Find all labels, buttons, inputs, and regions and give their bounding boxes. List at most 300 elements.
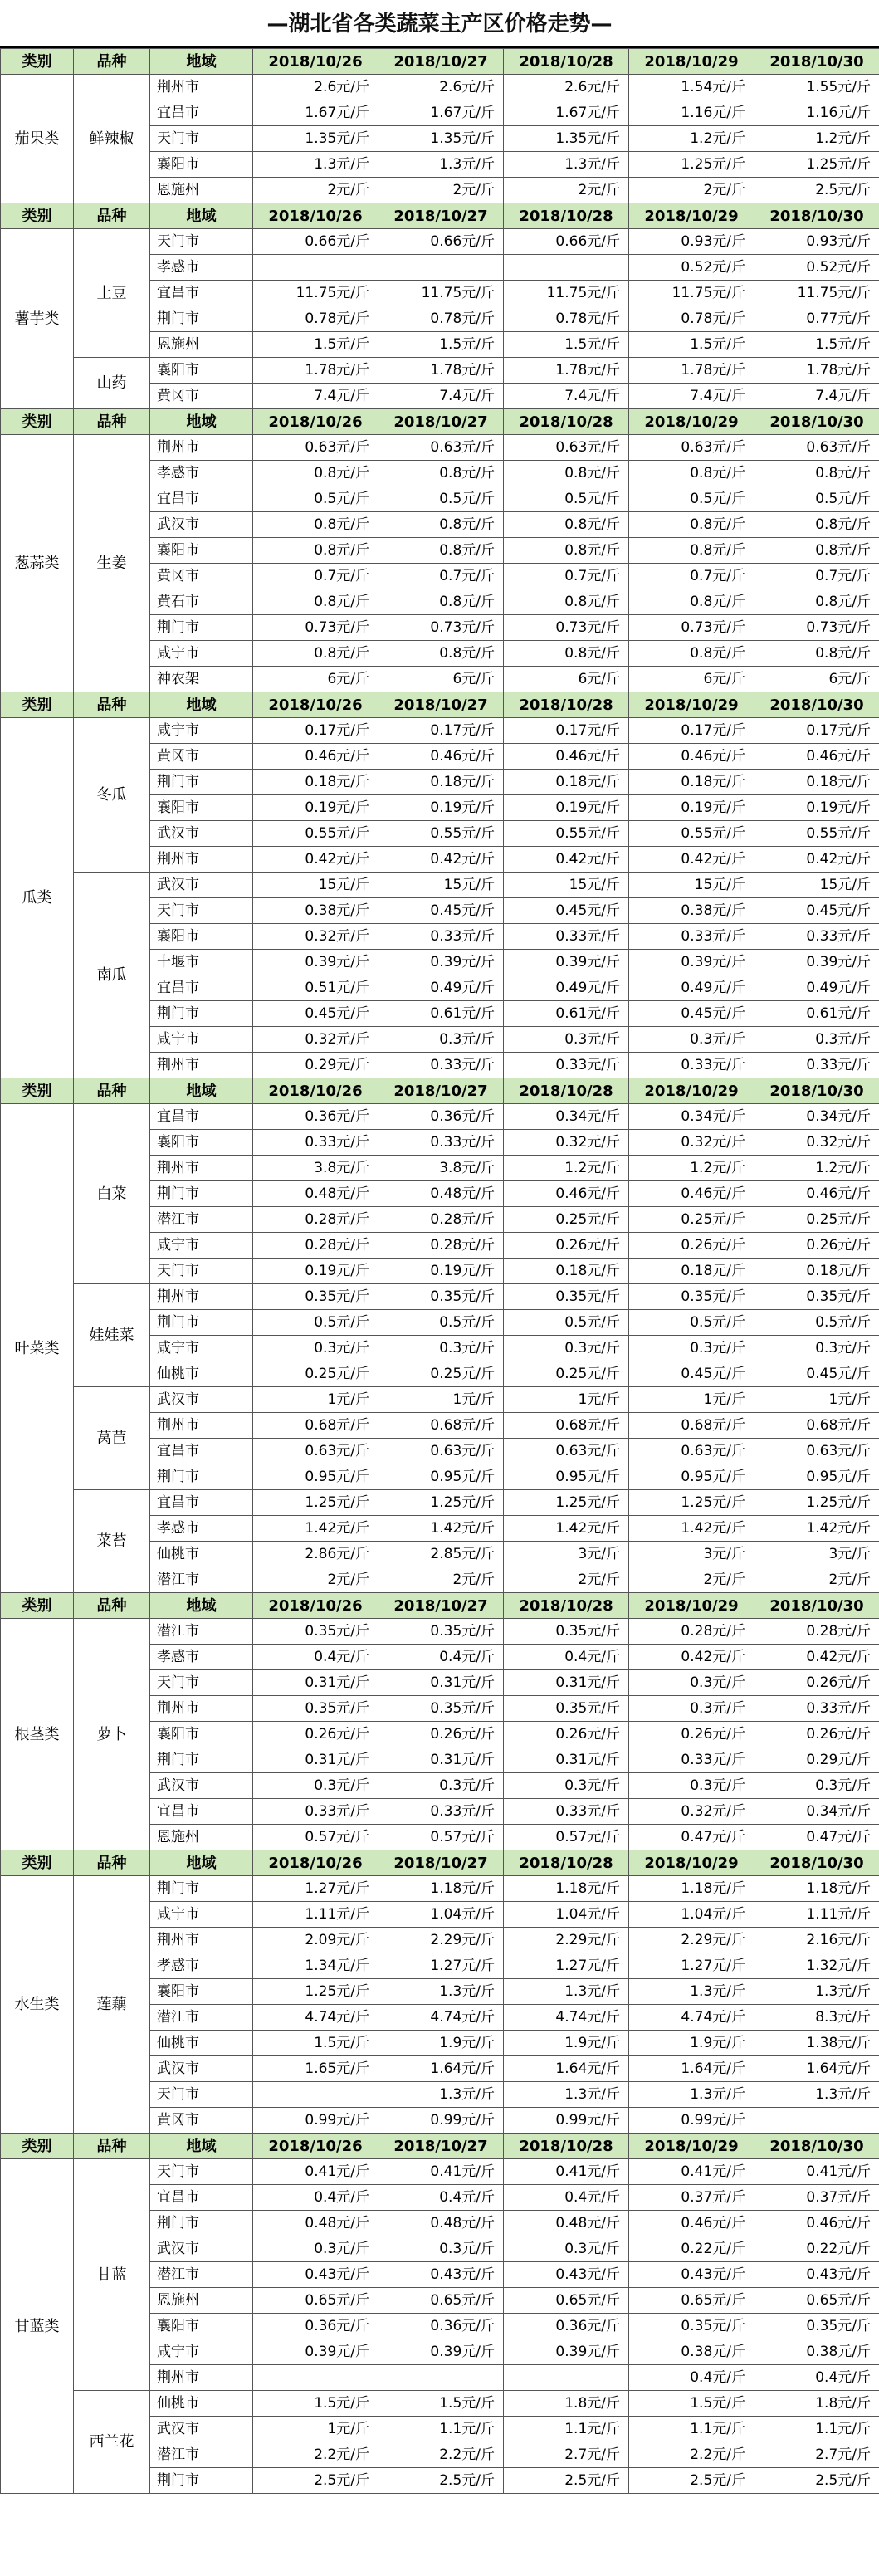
price-cell: 0.93元/斤 bbox=[629, 229, 754, 255]
price-cell: 0.7元/斤 bbox=[629, 564, 754, 589]
header-region: 地域 bbox=[150, 1593, 253, 1619]
price-cell: 0.31元/斤 bbox=[378, 1747, 504, 1773]
price-cell: 0.8元/斤 bbox=[754, 589, 879, 615]
price-cell: 0.31元/斤 bbox=[378, 1670, 504, 1696]
price-cell: 2.6元/斤 bbox=[504, 75, 629, 100]
header-region: 地域 bbox=[150, 49, 253, 75]
price-cell: 0.33元/斤 bbox=[629, 1747, 754, 1773]
price-cell: 0.41元/斤 bbox=[253, 2159, 378, 2185]
price-cell: 0.33元/斤 bbox=[504, 1799, 629, 1825]
price-cell: 0.42元/斤 bbox=[504, 847, 629, 873]
price-cell: 0.28元/斤 bbox=[253, 1207, 378, 1233]
price-cell: 0.3元/斤 bbox=[378, 1027, 504, 1053]
price-cell: 11.75元/斤 bbox=[754, 281, 879, 306]
header-date: 2018/10/27 bbox=[378, 1078, 504, 1104]
price-cell bbox=[253, 255, 378, 281]
region-cell: 武汉市 bbox=[150, 512, 253, 538]
price-cell: 0.19元/斤 bbox=[378, 1259, 504, 1284]
header-date: 2018/10/30 bbox=[754, 1593, 879, 1619]
price-cell: 7.4元/斤 bbox=[629, 384, 754, 409]
price-cell: 0.3元/斤 bbox=[629, 1696, 754, 1722]
price-cell: 0.3元/斤 bbox=[504, 1773, 629, 1799]
price-cell: 0.73元/斤 bbox=[754, 615, 879, 641]
price-cell: 7.4元/斤 bbox=[253, 384, 378, 409]
region-cell: 襄阳市 bbox=[150, 1979, 253, 2005]
region-cell: 仙桃市 bbox=[150, 1361, 253, 1387]
price-cell: 0.66元/斤 bbox=[504, 229, 629, 255]
price-cell: 0.63元/斤 bbox=[253, 435, 378, 461]
price-cell: 0.34元/斤 bbox=[504, 1104, 629, 1130]
price-cell: 1.42元/斤 bbox=[504, 1516, 629, 1542]
price-cell: 0.99元/斤 bbox=[629, 2108, 754, 2134]
price-cell: 1.9元/斤 bbox=[378, 2031, 504, 2056]
price-cell: 3元/斤 bbox=[629, 1542, 754, 1567]
price-cell: 0.46元/斤 bbox=[504, 744, 629, 770]
price-cell: 0.18元/斤 bbox=[504, 770, 629, 795]
price-cell: 0.65元/斤 bbox=[629, 2288, 754, 2314]
price-cell: 4.74元/斤 bbox=[378, 2005, 504, 2031]
header-region: 地域 bbox=[150, 409, 253, 435]
price-cell: 1.27元/斤 bbox=[253, 1876, 378, 1902]
price-cell: 0.31元/斤 bbox=[504, 1747, 629, 1773]
category-cell: 叶菜类 bbox=[1, 1104, 74, 1593]
price-cell: 0.45元/斤 bbox=[629, 1361, 754, 1387]
price-cell: 0.36元/斤 bbox=[378, 1104, 504, 1130]
header-category: 类别 bbox=[1, 203, 74, 229]
variety-cell: 菜苔 bbox=[74, 1490, 150, 1593]
price-cell: 15元/斤 bbox=[629, 873, 754, 898]
price-cell: 1.3元/斤 bbox=[504, 2082, 629, 2108]
price-cell: 0.5元/斤 bbox=[629, 1310, 754, 1336]
price-cell: 1.42元/斤 bbox=[754, 1516, 879, 1542]
price-cell: 0.33元/斤 bbox=[629, 1053, 754, 1078]
table-row bbox=[1, 1619, 879, 1645]
table-row bbox=[1, 1387, 879, 1413]
price-cell: 0.65元/斤 bbox=[378, 2288, 504, 2314]
price-cell: 0.47元/斤 bbox=[754, 1825, 879, 1850]
price-cell: 0.26元/斤 bbox=[253, 1722, 378, 1747]
header-date: 2018/10/29 bbox=[629, 409, 754, 435]
price-cell: 2.29元/斤 bbox=[378, 1928, 504, 1953]
price-cell: 0.8元/斤 bbox=[629, 641, 754, 667]
price-cell: 1.18元/斤 bbox=[754, 1876, 879, 1902]
price-cell: 0.8元/斤 bbox=[754, 641, 879, 667]
price-cell: 0.63元/斤 bbox=[629, 435, 754, 461]
price-cell: 0.28元/斤 bbox=[253, 1233, 378, 1259]
price-cell: 1.2元/斤 bbox=[504, 1156, 629, 1181]
price-cell: 1.9元/斤 bbox=[629, 2031, 754, 2056]
price-cell: 2元/斤 bbox=[253, 1567, 378, 1593]
price-cell: 0.55元/斤 bbox=[629, 821, 754, 847]
region-cell: 潜江市 bbox=[150, 1207, 253, 1233]
price-cell: 0.65元/斤 bbox=[253, 2288, 378, 2314]
header-date: 2018/10/30 bbox=[754, 49, 879, 75]
region-cell: 武汉市 bbox=[150, 2236, 253, 2262]
price-cell: 0.49元/斤 bbox=[504, 975, 629, 1001]
price-cell: 0.68元/斤 bbox=[629, 1413, 754, 1439]
category-cell: 茄果类 bbox=[1, 75, 74, 203]
price-cell: 0.42元/斤 bbox=[629, 1645, 754, 1670]
price-cell: 0.34元/斤 bbox=[754, 1799, 879, 1825]
price-cell: 0.35元/斤 bbox=[754, 2314, 879, 2339]
price-cell: 0.33元/斤 bbox=[754, 1696, 879, 1722]
price-cell: 0.25元/斤 bbox=[754, 1207, 879, 1233]
region-cell: 咸宁市 bbox=[150, 641, 253, 667]
price-cell: 0.5元/斤 bbox=[754, 1310, 879, 1336]
price-cell: 1.25元/斤 bbox=[629, 152, 754, 178]
price-cell: 0.43元/斤 bbox=[378, 2262, 504, 2288]
price-cell: 0.17元/斤 bbox=[504, 718, 629, 744]
header-date: 2018/10/29 bbox=[629, 692, 754, 718]
category-cell: 薯芋类 bbox=[1, 229, 74, 409]
price-cell: 0.45元/斤 bbox=[629, 1001, 754, 1027]
region-cell: 宜昌市 bbox=[150, 486, 253, 512]
header-date: 2018/10/26 bbox=[253, 692, 378, 718]
price-cell: 1.04元/斤 bbox=[378, 1902, 504, 1928]
region-cell: 宜昌市 bbox=[150, 1490, 253, 1516]
price-cell: 0.34元/斤 bbox=[754, 1104, 879, 1130]
price-cell: 0.65元/斤 bbox=[504, 2288, 629, 2314]
price-cell: 11.75元/斤 bbox=[378, 281, 504, 306]
region-cell: 潜江市 bbox=[150, 2442, 253, 2468]
price-cell bbox=[378, 255, 504, 281]
price-cell: 0.33元/斤 bbox=[504, 924, 629, 950]
region-cell: 荆州市 bbox=[150, 1156, 253, 1181]
price-cell: 1元/斤 bbox=[253, 1387, 378, 1413]
price-cell: 1.35元/斤 bbox=[253, 126, 378, 152]
price-cell: 1.42元/斤 bbox=[378, 1516, 504, 1542]
region-cell: 黄冈市 bbox=[150, 564, 253, 589]
header-date: 2018/10/28 bbox=[504, 409, 629, 435]
header-date: 2018/10/28 bbox=[504, 1593, 629, 1619]
region-cell: 荆门市 bbox=[150, 615, 253, 641]
price-cell: 0.66元/斤 bbox=[253, 229, 378, 255]
price-cell: 0.46元/斤 bbox=[629, 2211, 754, 2236]
table-row bbox=[1, 1876, 879, 1902]
price-cell: 0.3元/斤 bbox=[754, 1336, 879, 1361]
price-cell: 0.22元/斤 bbox=[754, 2236, 879, 2262]
price-cell: 0.32元/斤 bbox=[629, 1130, 754, 1156]
header-date: 2018/10/29 bbox=[629, 2134, 754, 2159]
header-date: 2018/10/27 bbox=[378, 1593, 504, 1619]
price-cell: 1.32元/斤 bbox=[754, 1953, 879, 1979]
price-cell: 0.5元/斤 bbox=[253, 486, 378, 512]
header-category: 类别 bbox=[1, 1850, 74, 1876]
price-cell: 0.61元/斤 bbox=[754, 1001, 879, 1027]
price-cell: 0.31元/斤 bbox=[504, 1670, 629, 1696]
price-cell: 0.43元/斤 bbox=[253, 2262, 378, 2288]
price-cell: 1.64元/斤 bbox=[378, 2056, 504, 2082]
price-cell: 0.43元/斤 bbox=[629, 2262, 754, 2288]
price-cell: 0.95元/斤 bbox=[378, 1464, 504, 1490]
price-cell: 0.26元/斤 bbox=[629, 1722, 754, 1747]
price-cell: 1.5元/斤 bbox=[754, 332, 879, 358]
price-cell: 0.35元/斤 bbox=[378, 1696, 504, 1722]
price-cell: 0.19元/斤 bbox=[253, 795, 378, 821]
price-cell: 0.57元/斤 bbox=[378, 1825, 504, 1850]
region-cell: 荆门市 bbox=[150, 1747, 253, 1773]
variety-cell: 甘蓝 bbox=[74, 2159, 150, 2391]
header-variety: 品种 bbox=[74, 1078, 150, 1104]
price-cell: 1.04元/斤 bbox=[629, 1902, 754, 1928]
price-cell: 0.33元/斤 bbox=[378, 1130, 504, 1156]
price-cell: 8.3元/斤 bbox=[754, 2005, 879, 2031]
price-cell: 0.5元/斤 bbox=[378, 1310, 504, 1336]
region-cell: 黄冈市 bbox=[150, 2108, 253, 2134]
price-cell: 0.8元/斤 bbox=[504, 538, 629, 564]
price-cell: 0.68元/斤 bbox=[378, 1413, 504, 1439]
region-cell: 荆州市 bbox=[150, 435, 253, 461]
region-cell: 仙桃市 bbox=[150, 2031, 253, 2056]
price-cell: 0.18元/斤 bbox=[504, 1259, 629, 1284]
price-cell: 0.52元/斤 bbox=[629, 255, 754, 281]
price-cell: 0.26元/斤 bbox=[629, 1233, 754, 1259]
price-cell: 4.74元/斤 bbox=[504, 2005, 629, 2031]
region-cell: 荆门市 bbox=[150, 1876, 253, 1902]
price-cell: 1.25元/斤 bbox=[378, 1490, 504, 1516]
region-cell: 宜昌市 bbox=[150, 1799, 253, 1825]
section-header-row bbox=[1, 203, 879, 229]
price-cell: 0.35元/斤 bbox=[378, 1619, 504, 1645]
price-cell: 0.3元/斤 bbox=[629, 1670, 754, 1696]
price-cell: 0.48元/斤 bbox=[378, 1181, 504, 1207]
price-cell: 0.35元/斤 bbox=[754, 1284, 879, 1310]
price-cell: 1元/斤 bbox=[253, 2417, 378, 2442]
variety-cell: 南瓜 bbox=[74, 873, 150, 1078]
price-cell: 1.78元/斤 bbox=[253, 358, 378, 384]
variety-cell: 莲藕 bbox=[74, 1876, 150, 2134]
price-cell: 6元/斤 bbox=[754, 667, 879, 692]
price-cell: 1元/斤 bbox=[378, 1387, 504, 1413]
category-cell: 甘蓝类 bbox=[1, 2159, 74, 2494]
header-variety: 品种 bbox=[74, 409, 150, 435]
price-cell: 2元/斤 bbox=[378, 1567, 504, 1593]
header-category: 类别 bbox=[1, 1593, 74, 1619]
price-cell: 11.75元/斤 bbox=[504, 281, 629, 306]
price-cell: 0.33元/斤 bbox=[504, 1053, 629, 1078]
price-cell: 0.3元/斤 bbox=[504, 1336, 629, 1361]
region-cell: 孝感市 bbox=[150, 1645, 253, 1670]
price-cell: 4.74元/斤 bbox=[629, 2005, 754, 2031]
price-cell: 0.78元/斤 bbox=[253, 306, 378, 332]
price-cell: 0.33元/斤 bbox=[378, 1053, 504, 1078]
price-cell: 0.99元/斤 bbox=[378, 2108, 504, 2134]
region-cell: 武汉市 bbox=[150, 821, 253, 847]
price-cell: 3.8元/斤 bbox=[378, 1156, 504, 1181]
price-cell: 0.57元/斤 bbox=[504, 1825, 629, 1850]
price-cell: 0.18元/斤 bbox=[754, 1259, 879, 1284]
price-cell: 0.73元/斤 bbox=[253, 615, 378, 641]
price-cell: 0.45元/斤 bbox=[378, 898, 504, 924]
price-cell: 0.18元/斤 bbox=[629, 770, 754, 795]
header-date: 2018/10/29 bbox=[629, 1078, 754, 1104]
region-cell: 天门市 bbox=[150, 2082, 253, 2108]
price-cell: 0.63元/斤 bbox=[253, 1439, 378, 1464]
variety-cell: 娃娃菜 bbox=[74, 1284, 150, 1387]
price-cell: 1.78元/斤 bbox=[378, 358, 504, 384]
price-cell: 1.3元/斤 bbox=[378, 1979, 504, 2005]
price-cell: 1.3元/斤 bbox=[629, 2082, 754, 2108]
section-header-row bbox=[1, 1078, 879, 1104]
price-cell: 0.4元/斤 bbox=[253, 1645, 378, 1670]
price-cell: 1.25元/斤 bbox=[253, 1490, 378, 1516]
region-cell: 潜江市 bbox=[150, 1619, 253, 1645]
price-cell: 0.41元/斤 bbox=[378, 2159, 504, 2185]
price-cell: 0.33元/斤 bbox=[378, 1799, 504, 1825]
region-cell: 荆州市 bbox=[150, 75, 253, 100]
price-cell: 0.36元/斤 bbox=[253, 1104, 378, 1130]
price-cell: 0.93元/斤 bbox=[754, 229, 879, 255]
price-cell: 0.28元/斤 bbox=[378, 1233, 504, 1259]
region-cell: 宜昌市 bbox=[150, 100, 253, 126]
price-cell: 0.42元/斤 bbox=[754, 1645, 879, 1670]
region-cell: 荆门市 bbox=[150, 1181, 253, 1207]
region-cell: 荆州市 bbox=[150, 1928, 253, 1953]
price-cell: 0.3元/斤 bbox=[629, 1027, 754, 1053]
price-cell: 0.49元/斤 bbox=[378, 975, 504, 1001]
region-cell: 天门市 bbox=[150, 1259, 253, 1284]
price-cell: 3元/斤 bbox=[754, 1542, 879, 1567]
price-cell: 15元/斤 bbox=[754, 873, 879, 898]
price-table bbox=[0, 48, 879, 2494]
price-cell: 0.37元/斤 bbox=[629, 2185, 754, 2211]
price-cell: 1.78元/斤 bbox=[629, 358, 754, 384]
header-date: 2018/10/30 bbox=[754, 1850, 879, 1876]
header-variety: 品种 bbox=[74, 692, 150, 718]
price-cell: 2元/斤 bbox=[629, 1567, 754, 1593]
region-cell: 荆门市 bbox=[150, 1310, 253, 1336]
price-cell: 0.31元/斤 bbox=[253, 1670, 378, 1696]
price-cell: 0.35元/斤 bbox=[629, 2314, 754, 2339]
price-cell: 15元/斤 bbox=[378, 873, 504, 898]
price-cell: 0.5元/斤 bbox=[504, 1310, 629, 1336]
price-cell: 0.36元/斤 bbox=[504, 2314, 629, 2339]
price-cell: 1.78元/斤 bbox=[504, 358, 629, 384]
price-cell: 0.8元/斤 bbox=[378, 589, 504, 615]
header-date: 2018/10/28 bbox=[504, 1078, 629, 1104]
price-cell: 0.78元/斤 bbox=[629, 306, 754, 332]
price-cell: 11.75元/斤 bbox=[629, 281, 754, 306]
region-cell: 荆州市 bbox=[150, 1053, 253, 1078]
price-cell: 0.41元/斤 bbox=[629, 2159, 754, 2185]
price-cell: 0.4元/斤 bbox=[629, 2365, 754, 2391]
price-cell bbox=[253, 2082, 378, 2108]
table-row bbox=[1, 435, 879, 461]
price-cell: 0.17元/斤 bbox=[754, 718, 879, 744]
price-cell: 0.42元/斤 bbox=[253, 847, 378, 873]
price-cell: 0.29元/斤 bbox=[754, 1747, 879, 1773]
region-cell: 宜昌市 bbox=[150, 1439, 253, 1464]
price-cell: 0.63元/斤 bbox=[754, 435, 879, 461]
price-cell: 0.55元/斤 bbox=[253, 821, 378, 847]
table-body bbox=[1, 49, 879, 2494]
header-variety: 品种 bbox=[74, 49, 150, 75]
region-cell: 恩施州 bbox=[150, 332, 253, 358]
price-cell: 2.7元/斤 bbox=[754, 2442, 879, 2468]
price-cell: 1.5元/斤 bbox=[253, 2391, 378, 2417]
price-cell: 0.4元/斤 bbox=[378, 1645, 504, 1670]
price-cell: 0.3元/斤 bbox=[378, 1336, 504, 1361]
price-cell: 0.46元/斤 bbox=[504, 1181, 629, 1207]
price-cell: 15元/斤 bbox=[253, 873, 378, 898]
price-cell: 0.26元/斤 bbox=[754, 1670, 879, 1696]
price-cell: 0.5元/斤 bbox=[504, 486, 629, 512]
price-cell: 1.11元/斤 bbox=[253, 1902, 378, 1928]
price-cell: 0.8元/斤 bbox=[253, 641, 378, 667]
header-date: 2018/10/27 bbox=[378, 692, 504, 718]
price-cell: 0.3元/斤 bbox=[253, 2236, 378, 2262]
region-cell: 孝感市 bbox=[150, 1953, 253, 1979]
price-cell: 0.4元/斤 bbox=[378, 2185, 504, 2211]
header-variety: 品种 bbox=[74, 203, 150, 229]
table-row bbox=[1, 358, 879, 384]
price-cell: 3元/斤 bbox=[504, 1542, 629, 1567]
price-cell: 0.38元/斤 bbox=[629, 898, 754, 924]
price-cell: 0.8元/斤 bbox=[253, 589, 378, 615]
price-cell: 0.55元/斤 bbox=[378, 821, 504, 847]
region-cell: 天门市 bbox=[150, 126, 253, 152]
header-date: 2018/10/30 bbox=[754, 409, 879, 435]
price-cell: 0.34元/斤 bbox=[629, 1104, 754, 1130]
price-cell: 0.63元/斤 bbox=[754, 1439, 879, 1464]
price-cell: 2元/斤 bbox=[378, 178, 504, 203]
category-cell: 水生类 bbox=[1, 1876, 74, 2134]
region-cell: 襄阳市 bbox=[150, 795, 253, 821]
price-cell: 2.7元/斤 bbox=[504, 2442, 629, 2468]
price-cell: 2.6元/斤 bbox=[253, 75, 378, 100]
price-cell: 0.4元/斤 bbox=[754, 2365, 879, 2391]
price-cell: 0.77元/斤 bbox=[754, 306, 879, 332]
header-date: 2018/10/27 bbox=[378, 409, 504, 435]
header-date: 2018/10/26 bbox=[253, 1593, 378, 1619]
price-cell: 0.38元/斤 bbox=[253, 898, 378, 924]
region-cell: 神农架 bbox=[150, 667, 253, 692]
price-cell: 0.95元/斤 bbox=[629, 1464, 754, 1490]
price-cell bbox=[253, 2365, 378, 2391]
region-cell: 襄阳市 bbox=[150, 152, 253, 178]
header-date: 2018/10/27 bbox=[378, 1850, 504, 1876]
header-variety: 品种 bbox=[74, 2134, 150, 2159]
price-cell: 0.26元/斤 bbox=[378, 1722, 504, 1747]
price-cell: 0.25元/斤 bbox=[378, 1361, 504, 1387]
price-cell: 0.68元/斤 bbox=[504, 1413, 629, 1439]
price-cell: 1.8元/斤 bbox=[754, 2391, 879, 2417]
price-cell: 1.27元/斤 bbox=[378, 1953, 504, 1979]
price-cell: 1.2元/斤 bbox=[754, 1156, 879, 1181]
price-cell bbox=[754, 2108, 879, 2134]
price-cell: 0.73元/斤 bbox=[378, 615, 504, 641]
price-cell: 0.25元/斤 bbox=[504, 1207, 629, 1233]
price-cell: 0.3元/斤 bbox=[378, 1773, 504, 1799]
header-date: 2018/10/26 bbox=[253, 409, 378, 435]
price-cell: 0.48元/斤 bbox=[378, 2211, 504, 2236]
price-cell: 0.8元/斤 bbox=[754, 461, 879, 486]
region-cell: 黄冈市 bbox=[150, 744, 253, 770]
region-cell: 武汉市 bbox=[150, 2056, 253, 2082]
price-cell: 0.7元/斤 bbox=[253, 564, 378, 589]
region-cell: 荆门市 bbox=[150, 306, 253, 332]
price-cell: 0.68元/斤 bbox=[754, 1413, 879, 1439]
price-cell: 0.26元/斤 bbox=[754, 1722, 879, 1747]
region-cell: 襄阳市 bbox=[150, 358, 253, 384]
region-cell: 武汉市 bbox=[150, 2417, 253, 2442]
price-cell: 0.32元/斤 bbox=[504, 1130, 629, 1156]
price-cell: 1.18元/斤 bbox=[629, 1876, 754, 1902]
price-cell: 0.3元/斤 bbox=[504, 1027, 629, 1053]
header-date: 2018/10/26 bbox=[253, 2134, 378, 2159]
region-cell: 武汉市 bbox=[150, 1773, 253, 1799]
price-cell: 0.45元/斤 bbox=[504, 898, 629, 924]
